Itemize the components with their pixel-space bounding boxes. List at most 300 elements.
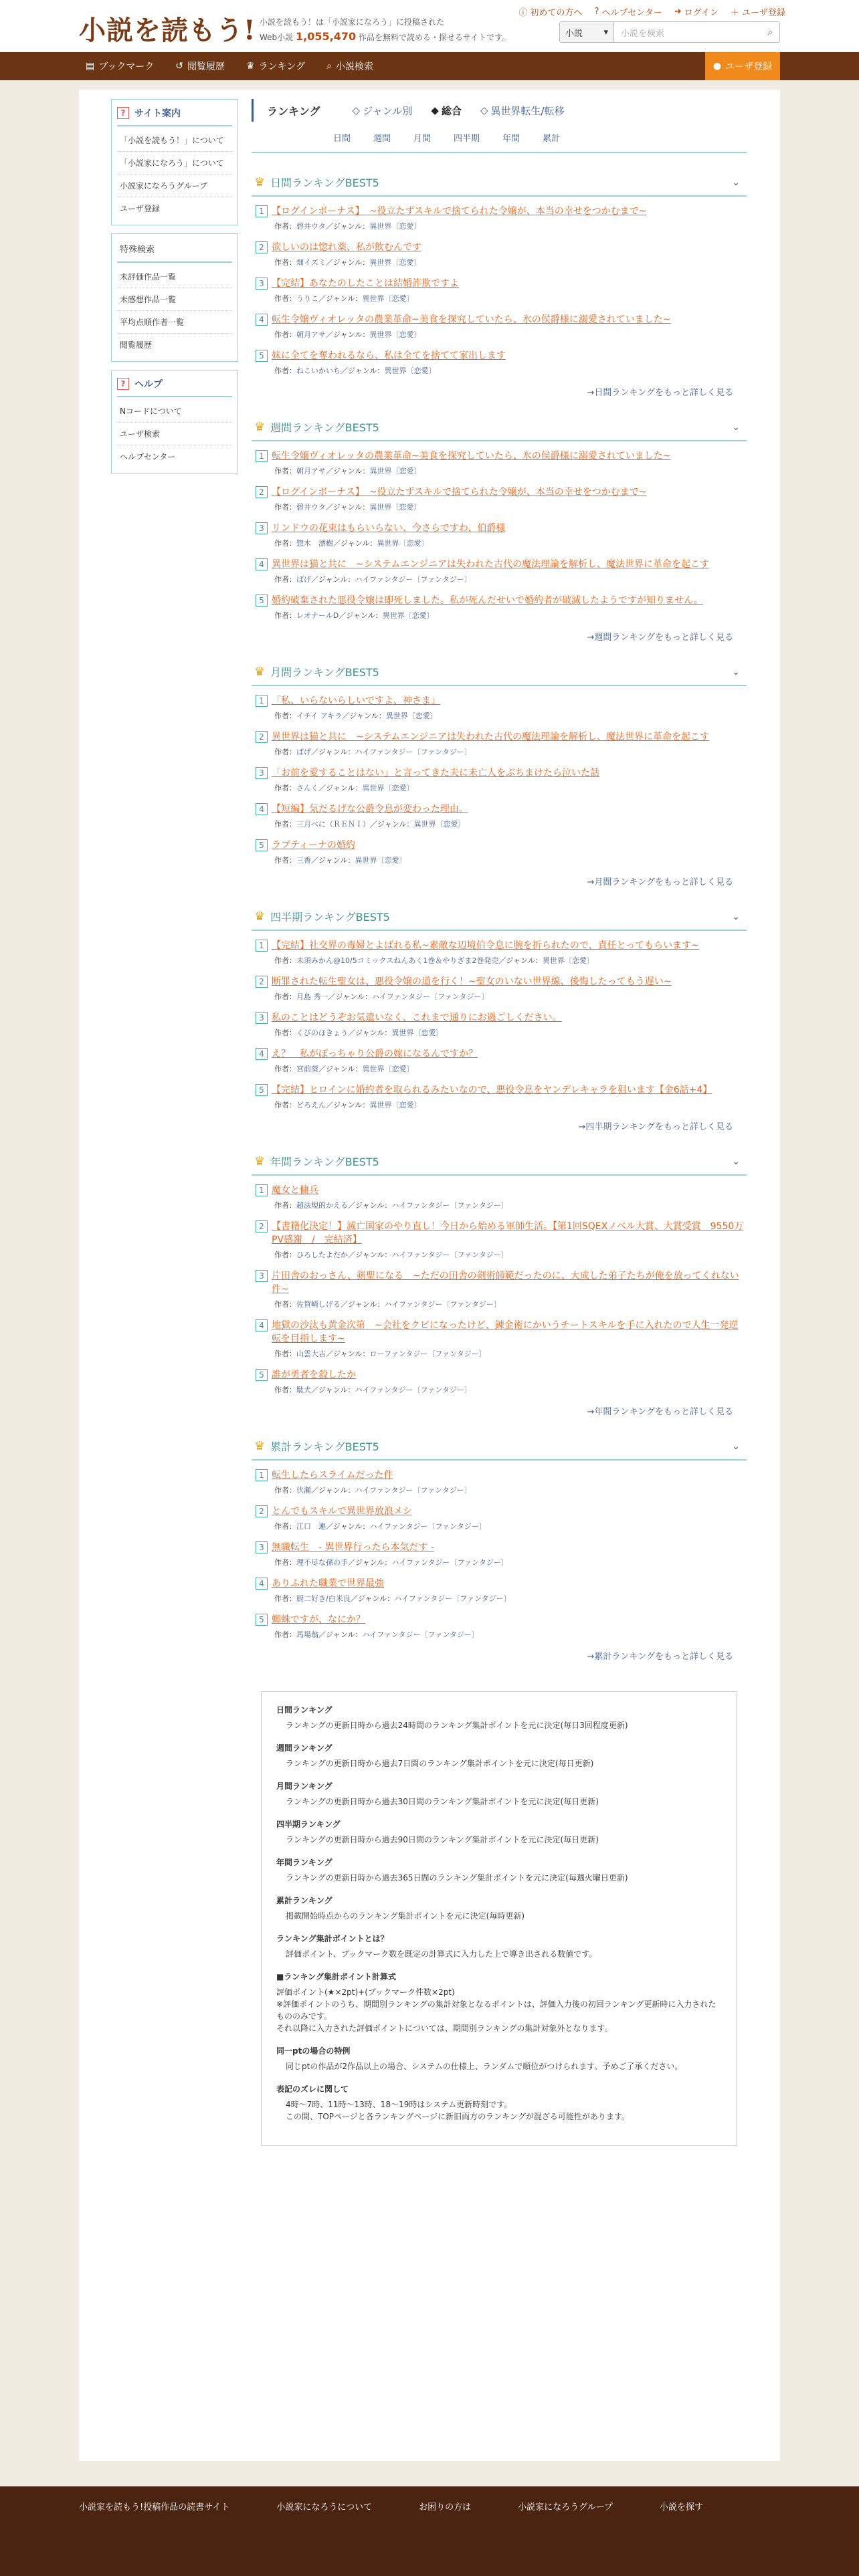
sidebar-item-unrated[interactable]: 未評価作品一覧 xyxy=(117,265,232,288)
ranking-item xyxy=(256,313,747,340)
novel-meta: 作者：朝月アサ／ジャンル：異世界〔恋愛〕 xyxy=(274,330,421,339)
genre-link[interactable]: ハイファンタジー〔ファンタジー〕 xyxy=(391,1201,508,1210)
help-center-link[interactable]: ? ヘルプセンター xyxy=(594,7,662,18)
author-link[interactable]: 駄犬 xyxy=(296,1386,311,1394)
genre-link[interactable]: 異世界〔恋愛〕 xyxy=(369,467,421,475)
rank-number-badge: 5 xyxy=(256,839,268,851)
crown-icon: ♛ xyxy=(254,665,266,679)
novel-meta: 作者：レオナールD／ジャンル：異世界〔恋愛〕 xyxy=(274,611,434,620)
ranking-item xyxy=(256,349,747,376)
ranking-item xyxy=(256,802,747,829)
novel-title-link[interactable]: 転生したらスライムだった件 xyxy=(272,1470,393,1481)
genre-link[interactable]: ハイファンタジー〔ファンタジー〕 xyxy=(369,1522,486,1531)
novel-title-link[interactable]: 婚約破棄された悪役令嬢は即死しました。私が死んだせいで婚約者が破滅したようですが知りません。 xyxy=(272,595,703,606)
author-link[interactable]: 佐賀崎しげる xyxy=(296,1300,341,1309)
crown-icon: ♛ xyxy=(254,909,266,924)
rank-number-badge: 1 xyxy=(256,205,268,217)
novel-title-link[interactable]: 【完結】あなたのしたことは結婚詐欺ですよ xyxy=(272,278,459,289)
author-link[interactable]: イチイ アキラ xyxy=(296,712,343,720)
section-header[interactable] xyxy=(252,909,747,931)
chevron-down-icon[interactable]: ⌄ xyxy=(732,666,740,677)
genre-link[interactable]: ハイファンタジー〔ファンタジー〕 xyxy=(391,1558,508,1567)
genre-link[interactable]: ハイファンタジー〔ファンタジー〕 xyxy=(355,748,472,756)
novel-meta: 作者：月島 秀一／ジャンル：ハイファンタジー〔ファンタジー〕 xyxy=(274,992,489,1001)
sidebar-item-user-search[interactable]: ユーザ検索 xyxy=(117,423,232,445)
section-title: 累計ランキングBEST5 xyxy=(270,1440,379,1453)
more-ranking-link[interactable]: →週間ランキングをもっと詳しく見る xyxy=(587,633,733,643)
ranking-item xyxy=(256,241,747,267)
ranking-list xyxy=(252,1461,747,1640)
site-header xyxy=(0,0,859,52)
novel-meta: 作者：三月べに（ＲＥＮＩ）／ジャンル：異世界〔恋愛〕 xyxy=(274,820,466,829)
ranking-item xyxy=(256,486,747,512)
novel-meta: 作者：超法規的かえる／ジャンル：ハイファンタジー〔ファンタジー〕 xyxy=(274,1201,508,1210)
sidebar-item-group[interactable]: 小説家になろうグループ xyxy=(117,175,232,197)
period-daily[interactable]: 日間 xyxy=(333,134,351,144)
more-ranking-link[interactable]: →月間ランキングをもっと詳しく見る xyxy=(587,877,733,887)
genre-link[interactable]: 異世界〔恋愛〕 xyxy=(362,784,414,792)
rank-number-badge: 4 xyxy=(256,1048,268,1060)
novel-title-link[interactable]: ありふれた職業で世界最強 xyxy=(272,1578,384,1589)
rank-number-badge: 4 xyxy=(256,1319,268,1331)
genre-link[interactable]: ハイファンタジー〔ファンタジー〕 xyxy=(355,575,472,584)
novel-meta: 作者：宮前葵／ジャンル：異世界〔恋愛〕 xyxy=(274,1065,414,1073)
sidebar-item-about-yomou[interactable]: 「小説を読もう！」について xyxy=(117,129,232,152)
sidebar-item-history[interactable]: 閲覧履歴 xyxy=(120,340,153,350)
period-total[interactable]: 累計 xyxy=(543,134,561,144)
ranking-section xyxy=(252,909,747,1132)
info-block: 月間ランキング ランキングの更新日時から過去30日間のランキング集計ポイントを元に決定(毎日更新) xyxy=(276,1782,599,1806)
same-pt-block: 同一ptの場合の特例 同じptの作品が2作品以上の場合、システムの仕様上、ランダムで順位がつけられます。予めご了承ください。 xyxy=(276,2046,683,2071)
novel-title-link[interactable]: ラブティーナの婚約 xyxy=(272,840,355,851)
rank-number-badge: 3 xyxy=(256,522,268,534)
register-link[interactable]: ＋ ユーザ登録 xyxy=(731,5,785,18)
rank-number-badge: 5 xyxy=(256,350,268,362)
genre-link[interactable]: 異世界〔恋愛〕 xyxy=(377,539,429,548)
author-link[interactable]: さんく xyxy=(296,784,318,792)
author-link[interactable]: ぱげ xyxy=(296,748,311,756)
ranking-content xyxy=(252,99,747,2146)
novel-title-link[interactable]: 断罪された転生聖女は、悪役令嬢の道を行く！~聖女のいない世界線、後悔したってもう遅い~ xyxy=(272,976,672,987)
period-quarterly[interactable]: 四半期 xyxy=(454,134,480,144)
chevron-down-icon[interactable]: ⌄ xyxy=(732,421,740,433)
sidebar-item-no-review[interactable]: 未感想作品一覧 xyxy=(117,288,232,311)
ranking-item xyxy=(256,1047,747,1074)
author-link[interactable]: 三香 xyxy=(296,856,311,865)
footer-item-about-narou[interactable]: 小説家になろうについて xyxy=(276,2502,373,2512)
rank-number-badge: 5 xyxy=(256,1614,268,1626)
rank-number-badge: 1 xyxy=(256,1184,268,1196)
novel-title-link[interactable]: 異世界は猫と共に ~システムエンジニアは失われた古代の魔法理論を解析し、魔法世界に革命を起こす xyxy=(272,732,709,742)
novel-title-link[interactable]: 転生令嬢ヴィオレッタの農業革命~美食を探究していたら、氷の侯爵様に溺愛されていました~ xyxy=(272,451,671,461)
section-header[interactable] xyxy=(252,175,747,197)
info-block: ランキング集計ポイントとは？ 評価ポイント、ブックマーク数を既定の計算式に入力した上で導き出される数値です。 xyxy=(276,1934,597,1959)
nav-ranking[interactable]: ♛ ランキング xyxy=(246,61,306,72)
sidebar-item-avg-authors[interactable]: 平均点順作者一覧 xyxy=(117,311,232,334)
site-footer xyxy=(0,2486,859,2576)
ranking-item xyxy=(256,277,747,304)
beginner-link[interactable]: ⓘ 初めての方へ xyxy=(518,5,582,18)
rank-number-badge: 3 xyxy=(256,278,268,290)
author-link[interactable]: 未須みかん@10/5コミックスねんあく1巻＆やりざま2巻発売 xyxy=(296,956,499,965)
author-link[interactable]: 江口 連 xyxy=(296,1522,326,1531)
section-title: 四半期ランキングBEST5 xyxy=(270,911,390,924)
rank-number-badge: 5 xyxy=(256,1084,268,1096)
sidebar-item-about-narou[interactable]: 「小説家になろう」について xyxy=(117,152,232,175)
rank-number-badge: 2 xyxy=(256,731,268,743)
help-icon: ? xyxy=(594,7,599,17)
genre-link[interactable]: 異世界〔恋愛〕 xyxy=(362,294,414,303)
ranking-item xyxy=(256,1083,747,1110)
search-type-select[interactable]: 小説 ▾ xyxy=(559,21,614,43)
genre-link[interactable]: ハイファンタジー〔ファンタジー〕 xyxy=(362,1630,479,1639)
ranking-item xyxy=(256,939,747,966)
site-guide-box: ? サイト案内 「小説を読もう！」について 「小説家になろう」について 小説家になろうグループ ユーザ登録 xyxy=(111,99,238,225)
rank-number-badge: 3 xyxy=(256,1541,268,1553)
author-link[interactable]: うりこ xyxy=(296,294,318,303)
rank-number-badge: 1 xyxy=(256,450,268,462)
ranking-item xyxy=(256,766,747,793)
main-nav xyxy=(0,52,859,80)
info-block: 日間ランキング ランキングの更新日時から過去24時間のランキング集計ポイントを元に決定(毎日3回程度更新) xyxy=(276,1705,628,1730)
tab-genre[interactable]: ◇ ジャンル別 xyxy=(352,104,413,117)
rank-number-badge: 3 xyxy=(256,1270,268,1282)
novel-meta: 作者：江口 連／ジャンル：ハイファンタジー〔ファンタジー〕 xyxy=(274,1522,486,1531)
search-box xyxy=(559,21,780,43)
info-block: 累計ランキング 掲載開始時点からのランキング集計ポイントを元に決定(毎時更新) xyxy=(276,1896,525,1921)
rank-number-badge: 5 xyxy=(256,595,268,607)
genre-link[interactable]: 異世界〔恋愛〕 xyxy=(362,1065,414,1073)
novel-meta: 作者：碧井ウタ／ジャンル：異世界〔恋愛〕 xyxy=(274,503,421,512)
novel-meta: 作者：伏瀬／ジャンル：ハイファンタジー〔ファンタジー〕 xyxy=(274,1486,472,1495)
period-yearly[interactable]: 年間 xyxy=(502,134,520,144)
genre-link[interactable]: ハイファンタジー〔ファンタジー〕 xyxy=(355,1486,472,1495)
novel-meta: 作者：山雲大吉／ジャンル：ローファンタジー〔ファンタジー〕 xyxy=(274,1350,486,1358)
section-header[interactable] xyxy=(252,664,747,686)
author-link[interactable]: 朝月アサ xyxy=(296,330,326,339)
ranking-item xyxy=(256,1269,747,1309)
help-box: ? ヘルプ Nコードについて ユーザ検索 ヘルプセンター xyxy=(111,370,238,473)
genre-link[interactable]: 異世界〔恋愛〕 xyxy=(385,712,438,720)
author-link[interactable]: 馬場翁 xyxy=(296,1630,318,1639)
section-title: 日間ランキングBEST5 xyxy=(270,177,379,189)
page-title: ランキング xyxy=(267,104,320,118)
novel-title-link[interactable]: 【完結】社交界の毒婦とよばれる私~素敵な辺境伯令息に腕を折られたので、責任とってもらいます~ xyxy=(272,940,699,951)
author-link[interactable]: 碧井ウタ xyxy=(296,503,326,512)
formula-block: ■ランキング集計ポイント計算式 評価ポイント(★×2pt)+(ブックマーク件数×2pt) ※評価ポイントのうち、期間別ランキングの集計対象となるポイントは、評価入力後の初回ランキング更新時に入力されたもののみです。 それ以降に入力された評価ポイントについては、期間別ランキングの集計対象外となります。 xyxy=(276,1972,717,2033)
novel-meta: 作者：ひろしたよだか／ジャンル：ハイファンタジー〔ファンタジー〕 xyxy=(274,1251,508,1259)
ranking-item xyxy=(256,1469,747,1495)
footer-item-help[interactable]: お困りの方は xyxy=(419,2502,472,2512)
more-ranking-link[interactable]: →年間ランキングをもっと詳しく見る xyxy=(587,1407,733,1417)
main-container xyxy=(79,90,780,2461)
ranking-section xyxy=(252,1154,747,1417)
novel-meta: 作者：厨二好き/白米良／ジャンル：ハイファンタジー〔ファンタジー〕 xyxy=(274,1594,511,1603)
author-link[interactable]: ねこいかいち xyxy=(296,366,341,375)
ranking-tabs xyxy=(252,99,747,122)
ranking-item xyxy=(256,839,747,865)
question-icon: ? xyxy=(117,107,129,119)
novel-title-link[interactable]: 妹に全てを奪われるなら、私は全てを捨てて家出します xyxy=(272,350,506,361)
rank-number-badge: 3 xyxy=(256,767,268,779)
nav-history[interactable]: ↺ 閲覧履歴 xyxy=(175,61,225,72)
ranking-list xyxy=(252,931,747,1110)
rank-number-badge: 2 xyxy=(256,976,268,988)
info-blocks xyxy=(276,1704,722,1960)
author-link[interactable]: 碧井ウタ xyxy=(296,222,326,231)
novel-meta: 作者：三香／ジャンル：異世界〔恋愛〕 xyxy=(274,856,407,865)
section-title: 月間ランキングBEST5 xyxy=(270,666,379,679)
sidebar xyxy=(111,99,238,481)
tab-isekai[interactable]: ◇ 異世界転生/転移 xyxy=(480,104,565,117)
sidebar-item-ncode[interactable]: Nコードについて xyxy=(117,400,232,423)
login-icon: ➜ xyxy=(674,7,682,17)
novel-title-link[interactable]: 欲しいのは惚れ薬、私が飲むんです xyxy=(272,242,421,253)
author-link[interactable]: 厨二好き/白米良 xyxy=(296,1594,351,1603)
novel-title-link[interactable]: え？ 私がぽっちゃり公爵の嫁になるんですか？ xyxy=(272,1049,478,1059)
section-title: 週間ランキングBEST5 xyxy=(270,421,379,434)
rank-number-badge: 3 xyxy=(256,1012,268,1024)
author-link[interactable]: 畑イズミ xyxy=(296,258,326,267)
info-block: 週間ランキング ランキングの更新日時から過去7日間のランキング集計ポイントを元に決定(毎日更新) xyxy=(276,1743,594,1768)
rank-number-badge: 4 xyxy=(256,558,268,570)
author-link[interactable]: 超法規的かえる xyxy=(296,1201,348,1210)
ranking-section xyxy=(252,664,747,887)
novel-meta: 作者：ねこいかいち／ジャンル：異世界〔恋愛〕 xyxy=(274,366,436,375)
crown-icon: ♛ xyxy=(246,61,255,72)
novel-meta: 作者：イチイ アキラ／ジャンル：異世界〔恋愛〕 xyxy=(274,712,438,720)
user-icon: ● xyxy=(712,61,722,72)
ranking-item xyxy=(256,522,747,548)
chevron-down-icon[interactable]: ⌄ xyxy=(732,1440,740,1452)
author-link[interactable]: くびのほきょう xyxy=(296,1029,348,1037)
diamond-outline-icon: ◇ xyxy=(352,104,361,116)
genre-link[interactable]: 異世界〔恋愛〕 xyxy=(391,1029,444,1037)
genre-link[interactable]: 異世界〔恋愛〕 xyxy=(355,856,407,865)
ranking-item xyxy=(256,449,747,476)
section-header[interactable] xyxy=(252,1438,747,1461)
genre-link[interactable]: ハイファンタジー〔ファンタジー〕 xyxy=(355,1386,472,1394)
diamond-outline-icon: ◇ xyxy=(480,104,488,116)
novel-meta: 作者：理不尽な孫の手／ジャンル：ハイファンタジー〔ファンタジー〕 xyxy=(274,1558,508,1567)
bookmark-icon: ▤ xyxy=(86,61,95,72)
genre-link[interactable]: ハイファンタジー〔ファンタジー〕 xyxy=(394,1594,511,1603)
novel-meta: 作者：惣木 漂樹／ジャンル：異世界〔恋愛〕 xyxy=(274,539,429,548)
novel-meta: 作者：佐賀崎しげる／ジャンル：ハイファンタジー〔ファンタジー〕 xyxy=(274,1300,501,1309)
section-header[interactable] xyxy=(252,1154,747,1176)
author-link[interactable]: どろえん xyxy=(296,1101,326,1109)
genre-link[interactable]: 異世界〔恋愛〕 xyxy=(413,820,466,829)
rank-number-badge: 4 xyxy=(256,314,268,326)
novel-title-link[interactable]: 【完結】ヒロインに婚約者を取られるみたいなので、悪役令息をヤンデレキャラを狙います【金6話+4】 xyxy=(272,1085,712,1095)
ranking-info-box xyxy=(261,1691,737,2146)
novel-title-link[interactable]: 私のことはどうぞお気遣いなく、これまで通りにお過ごしください。 xyxy=(272,1012,562,1023)
rank-number-badge: 2 xyxy=(256,1505,268,1517)
genre-link[interactable]: ローファンタジー〔ファンタジー〕 xyxy=(369,1350,486,1358)
author-link[interactable]: ぱげ xyxy=(296,575,311,584)
novel-title-link[interactable]: 無職転生 - 異世界行ったら本気だす - xyxy=(272,1542,435,1553)
period-tabs xyxy=(333,131,747,144)
nav-search[interactable]: ⌕ 小説検索 xyxy=(326,61,373,72)
ranking-item xyxy=(256,558,747,584)
ranking-item xyxy=(256,1613,747,1640)
novel-meta: 作者：駄犬／ジャンル：ハイファンタジー〔ファンタジー〕 xyxy=(274,1386,472,1394)
ranking-list xyxy=(252,686,747,865)
period-monthly[interactable]: 月間 xyxy=(413,134,432,144)
novel-title-link[interactable]: 「私、いらないらしいですよ、神さま」 xyxy=(272,695,440,706)
chevron-down-icon[interactable]: ⌄ xyxy=(732,177,740,188)
author-link[interactable]: 朝月アサ xyxy=(296,467,326,475)
ranking-item xyxy=(256,1184,747,1210)
info-block: 四半期ランキング ランキングの更新日時から過去90日間のランキング集計ポイントを元に決定(毎日更新) xyxy=(276,1820,599,1844)
author-link[interactable]: 月島 秀一 xyxy=(296,992,328,1001)
novel-title-link[interactable]: 誰が勇者を殺したか xyxy=(272,1370,356,1380)
tab-overall[interactable]: ◆ 総合 xyxy=(431,104,462,117)
crown-icon: ♛ xyxy=(254,175,266,189)
ranking-item xyxy=(256,694,747,721)
genre-link[interactable]: ハイファンタジー〔ファンタジー〕 xyxy=(391,1251,508,1259)
sidebar-item-register[interactable]: ユーザ登録 xyxy=(120,204,161,213)
user-plus-icon: ＋ xyxy=(730,8,739,18)
author-link[interactable]: 理不尽な孫の手 xyxy=(296,1558,348,1567)
footer-item-about-site[interactable]: 小説家を読もう!投稿作品の読書サイト xyxy=(79,2502,230,2512)
author-link[interactable]: 宮前葵 xyxy=(296,1065,318,1073)
novel-title-link[interactable]: リンドウの花束はもらいらない、今さらですわ、伯爵様 xyxy=(272,523,506,534)
novel-meta: 作者：未須みかん@10/5コミックスねんあく1巻＆やりざま2巻発売／ジャンル：異世界〔恋愛〕 xyxy=(274,956,594,965)
more-ranking-link[interactable]: →日間ランキングをもっと詳しく見る xyxy=(587,388,733,398)
ranking-item xyxy=(256,594,747,621)
divider xyxy=(252,152,747,153)
ranking-item xyxy=(256,1577,747,1604)
search-icon: ⌕ xyxy=(326,61,332,72)
search-icon[interactable]: ⌕ xyxy=(767,27,773,37)
novel-meta: 作者：うりこ／ジャンル：異世界〔恋愛〕 xyxy=(274,294,414,303)
genre-link[interactable]: 異世界〔恋愛〕 xyxy=(384,366,436,375)
novel-title-link[interactable]: 転生令嬢ヴィオレッタの農業革命~美食を探究していたら、氷の侯爵様に溺愛されていました~ xyxy=(272,314,671,325)
rank-number-badge: 1 xyxy=(256,940,268,952)
author-link[interactable]: 三月べに（ＲＥＮＩ） xyxy=(296,820,370,829)
ranking-item xyxy=(256,1220,747,1260)
ranking-list xyxy=(252,1176,747,1395)
login-link[interactable]: ➜ ログイン xyxy=(674,7,719,18)
author-link[interactable]: ひろしたよだか xyxy=(296,1251,348,1259)
ranking-item xyxy=(256,1319,747,1359)
novel-title-link[interactable]: 【ログインボーナス】 ~役立たずスキルで捨てられた令嬢が、本当の幸せをつかむまで~ xyxy=(272,206,647,217)
novel-count: 1,055,470 xyxy=(296,30,357,43)
nav-register-button[interactable]: ● ユーザ登録 xyxy=(705,52,780,80)
crown-icon: ♛ xyxy=(254,1439,266,1453)
novel-meta: 作者：ぱげ／ジャンル：ハイファンタジー〔ファンタジー〕 xyxy=(274,748,472,756)
genre-link[interactable]: ハイファンタジー〔ファンタジー〕 xyxy=(372,992,489,1001)
history-icon: ↺ xyxy=(175,61,183,72)
footer-item-search[interactable]: 小説を探す xyxy=(660,2502,704,2512)
ranking-section xyxy=(252,1438,747,1662)
diamond-filled-icon: ◆ xyxy=(431,104,439,116)
novel-title-link[interactable]: 地獄の沙汰も黄金次第 ~会社をクビになったけど、錬金術にかいうチートスキルを手に入れたので人生一発逆転を目指します~ xyxy=(272,1320,739,1344)
site-logo[interactable]: 小説を読もう! xyxy=(79,15,256,46)
novel-meta: 作者：碧井ウタ／ジャンル：異世界〔恋愛〕 xyxy=(274,222,421,231)
info-block: 年間ランキング ランキングの更新日時から過去365日間のランキング集計ポイントを元に決定(毎週火曜日更新) xyxy=(276,1858,628,1883)
rank-number-badge: 2 xyxy=(256,241,268,253)
ranking-section xyxy=(252,419,747,643)
more-ranking-link[interactable]: →四半期ランキングをもっと詳しく見る xyxy=(578,1122,733,1132)
author-link[interactable]: レオナールD xyxy=(296,611,339,620)
period-weekly[interactable]: 週間 xyxy=(373,134,391,144)
novel-meta: 作者：畑イズミ／ジャンル：異世界〔恋愛〕 xyxy=(274,258,421,267)
sidebar-item-help-center[interactable]: ヘルプセンター xyxy=(120,452,176,461)
crown-icon: ♛ xyxy=(254,420,266,434)
ranking-list xyxy=(252,197,747,376)
novel-meta: 作者：朝月アサ／ジャンル：異世界〔恋愛〕 xyxy=(274,467,421,475)
rank-number-badge: 1 xyxy=(256,695,268,707)
chevron-down-icon: ▾ xyxy=(603,27,608,37)
rank-number-badge: 1 xyxy=(256,1469,268,1481)
rank-number-badge: 5 xyxy=(256,1369,268,1381)
nav-bookmark[interactable]: ▤ ブックマーク xyxy=(86,61,155,72)
genre-link[interactable]: 異世界〔恋愛〕 xyxy=(369,222,421,231)
author-link[interactable]: 惣木 漂樹 xyxy=(296,539,333,548)
genre-link[interactable]: ハイファンタジー〔ファンタジー〕 xyxy=(384,1300,501,1309)
novel-title-link[interactable]: 魔女と傭兵 xyxy=(272,1185,318,1196)
novel-meta: 作者：さんく／ジャンル：異世界〔恋愛〕 xyxy=(274,784,414,792)
ranking-item xyxy=(256,1368,747,1395)
author-link[interactable]: 山雲大吉 xyxy=(296,1350,326,1358)
ranking-item xyxy=(256,975,747,1002)
genre-link[interactable]: 異世界〔恋愛〕 xyxy=(369,330,421,339)
footer-item-group[interactable]: 小説家になろうグループ xyxy=(518,2502,613,2512)
ranking-sections xyxy=(252,175,747,1662)
novel-meta: 作者：くびのほきょう／ジャンル：異世界〔恋愛〕 xyxy=(274,1029,444,1037)
novel-meta: 作者：ぱげ／ジャンル：ハイファンタジー〔ファンタジー〕 xyxy=(274,575,472,584)
site-tagline: 小説を読もう！は「小説家になろう」に投稿された Web小説 1,055,470 作品を無料で読める・探せるサイトです。 xyxy=(260,17,510,43)
genre-link[interactable]: 異世界〔恋愛〕 xyxy=(542,956,594,965)
novel-title-link[interactable]: 【ログインボーナス】 ~役立たずスキルで捨てられた令嬢が、本当の幸せをつかむまで~ xyxy=(272,487,647,498)
genre-link[interactable]: 異世界〔恋愛〕 xyxy=(369,258,421,267)
novel-title-link[interactable]: とんでもスキルで異世界放浪メシ xyxy=(272,1506,412,1517)
search-input[interactable]: 小説を検索 ⌕ xyxy=(614,21,780,43)
top-links xyxy=(518,5,785,18)
novel-meta: 作者：どろえん／ジャンル：異世界〔恋愛〕 xyxy=(274,1101,421,1109)
novel-title-link[interactable]: 【書籍化決定！】滅亡国家のやり直し！今日から始める軍師生活。【第1回SQEXノベル大賞、大賞受賞 9550万PV感謝 / 完結済】 xyxy=(272,1221,744,1245)
special-search-box: 特殊検索 未評価作品一覧 未感想作品一覧 平均点順作者一覧 閲覧履歴 xyxy=(111,233,238,362)
rank-number-badge: 2 xyxy=(256,486,268,498)
ranking-item xyxy=(256,205,747,231)
section-title: 年間ランキングBEST5 xyxy=(270,1156,379,1168)
novel-title-link[interactable]: 「お前を愛することはない」と言ってきた夫に未亡人をぶちまけたら泣いた話 xyxy=(272,768,599,778)
more-ranking-link[interactable]: →累計ランキングをもっと詳しく見る xyxy=(587,1652,733,1662)
ranking-item xyxy=(256,1505,747,1531)
novel-title-link[interactable]: 異世界は猫と共に ~システムエンジニアは失われた古代の魔法理論を解析し、魔法世界に革命を起こす xyxy=(272,559,709,570)
genre-link[interactable]: 異世界〔恋愛〕 xyxy=(369,503,421,512)
ranking-item xyxy=(256,730,747,757)
author-link[interactable]: 伏瀬 xyxy=(296,1486,311,1495)
novel-title-link[interactable]: 片田舎のおっさん、剣聖になる ~ただの田舎の剣術師範だったのに、大成した弟子たちが俺を放ってくれない件~ xyxy=(272,1271,739,1295)
genre-link[interactable]: 異世界〔恋愛〕 xyxy=(369,1101,421,1109)
ranking-list xyxy=(252,441,747,621)
chevron-down-icon[interactable]: ⌄ xyxy=(732,911,740,922)
ranking-item xyxy=(256,1541,747,1568)
novel-title-link[interactable]: 【短編】気だるげな公爵令息が変わった理由。 xyxy=(272,804,468,815)
time-lag-block: 表記のズレに関して 4時〜7時、11時〜13時、18〜19時はシステム更新時刻です。 この間、TOPページと各ランキングページに新旧両方のランキングが混ざる可能性があります。 xyxy=(276,2084,630,2121)
rank-number-badge: 2 xyxy=(256,1220,268,1232)
novel-title-link[interactable]: 蜘蛛ですが、なにか？ xyxy=(272,1614,365,1625)
question-icon: ? xyxy=(117,378,129,390)
rank-number-badge: 4 xyxy=(256,803,268,815)
genre-link[interactable]: 異世界〔恋愛〕 xyxy=(382,611,434,620)
section-header[interactable] xyxy=(252,419,747,441)
chevron-down-icon[interactable]: ⌄ xyxy=(732,1156,740,1167)
novel-meta: 作者：馬場翁／ジャンル：ハイファンタジー〔ファンタジー〕 xyxy=(274,1630,479,1639)
